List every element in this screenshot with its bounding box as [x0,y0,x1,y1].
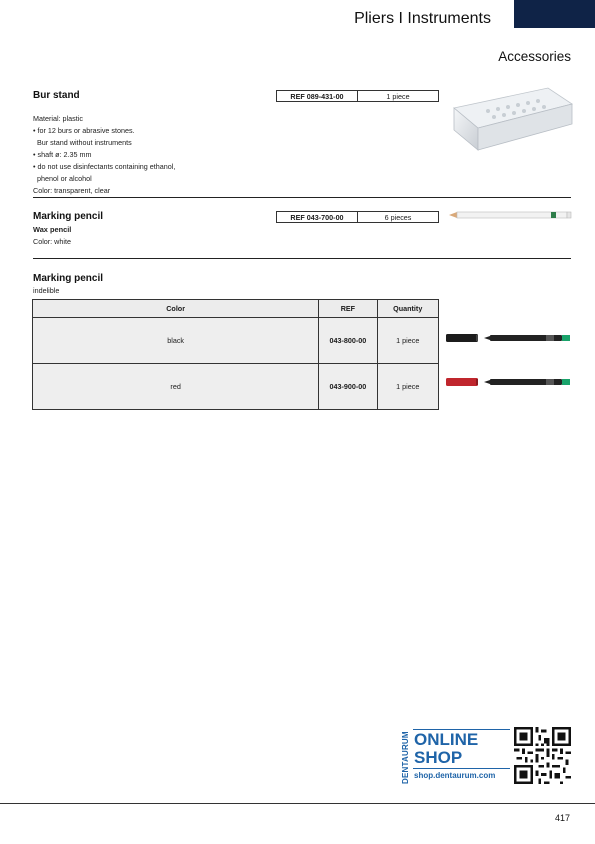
color-cell: red [33,364,319,410]
section-divider [33,258,571,259]
header-accent-bar [514,0,595,28]
ref-table [276,90,439,102]
desc-line: • for 12 burs or abrasive stones. [33,126,135,135]
page-number: 417 [554,813,570,823]
quantity-cell: 1 piece [377,364,438,410]
ref-cell: 043-900-00 [319,364,377,410]
desc-line: phenol or alcohol [33,174,92,183]
red-marker-image [446,375,574,389]
product-title: Marking pencil [33,211,104,222]
ref-number: REF 043-700-00 [277,212,358,223]
product-description: indelible [33,286,60,295]
product-description [33,101,175,209]
bur-stand-image [448,80,576,156]
quantity: 1 piece [358,91,439,102]
table-row [33,318,439,364]
product-description: Color: white [33,237,71,246]
black-marker-image [446,331,574,345]
wax-pencil-image [449,210,573,220]
column-header-quantity: Quantity [377,300,438,318]
section-title: Accessories [498,49,571,64]
variant-table [32,299,439,410]
desc-line: Material: plastic [33,114,83,123]
quantity: 6 pieces [358,212,439,223]
ref-cell: 043-800-00 [319,318,377,364]
shop-vertical-label: DENTAURUM [401,731,410,784]
product-title: Marking pencil [33,273,104,284]
desc-line: Bur stand without instruments [33,138,132,147]
product-title: Bur stand [33,90,80,101]
shop-title-line1[interactable]: ONLINE [414,730,479,749]
shop-title-line2[interactable]: SHOP [414,748,463,767]
desc-line: • do not use disinfectants containing ethanol, [33,162,176,171]
product-subtitle: Wax pencil [33,225,72,234]
header-title: Pliers I Instruments [354,10,491,27]
column-header-color: Color [33,300,319,318]
section-divider [33,197,571,198]
qr-code-icon[interactable] [514,727,571,784]
shop-url-link[interactable]: shop.dentaurum.com [414,771,496,780]
footer-rule [0,803,595,804]
desc-line: Color: transparent, clear [33,186,111,195]
color-cell: black [33,318,319,364]
ref-number: REF 089-431-00 [277,91,358,102]
quantity-cell: 1 piece [377,318,438,364]
ref-table [276,211,439,223]
column-header-ref: REF [319,300,377,318]
desc-line: • shaft ø: 2.35 mm [33,150,92,159]
shop-divider [413,768,510,769]
table-row [33,364,439,410]
